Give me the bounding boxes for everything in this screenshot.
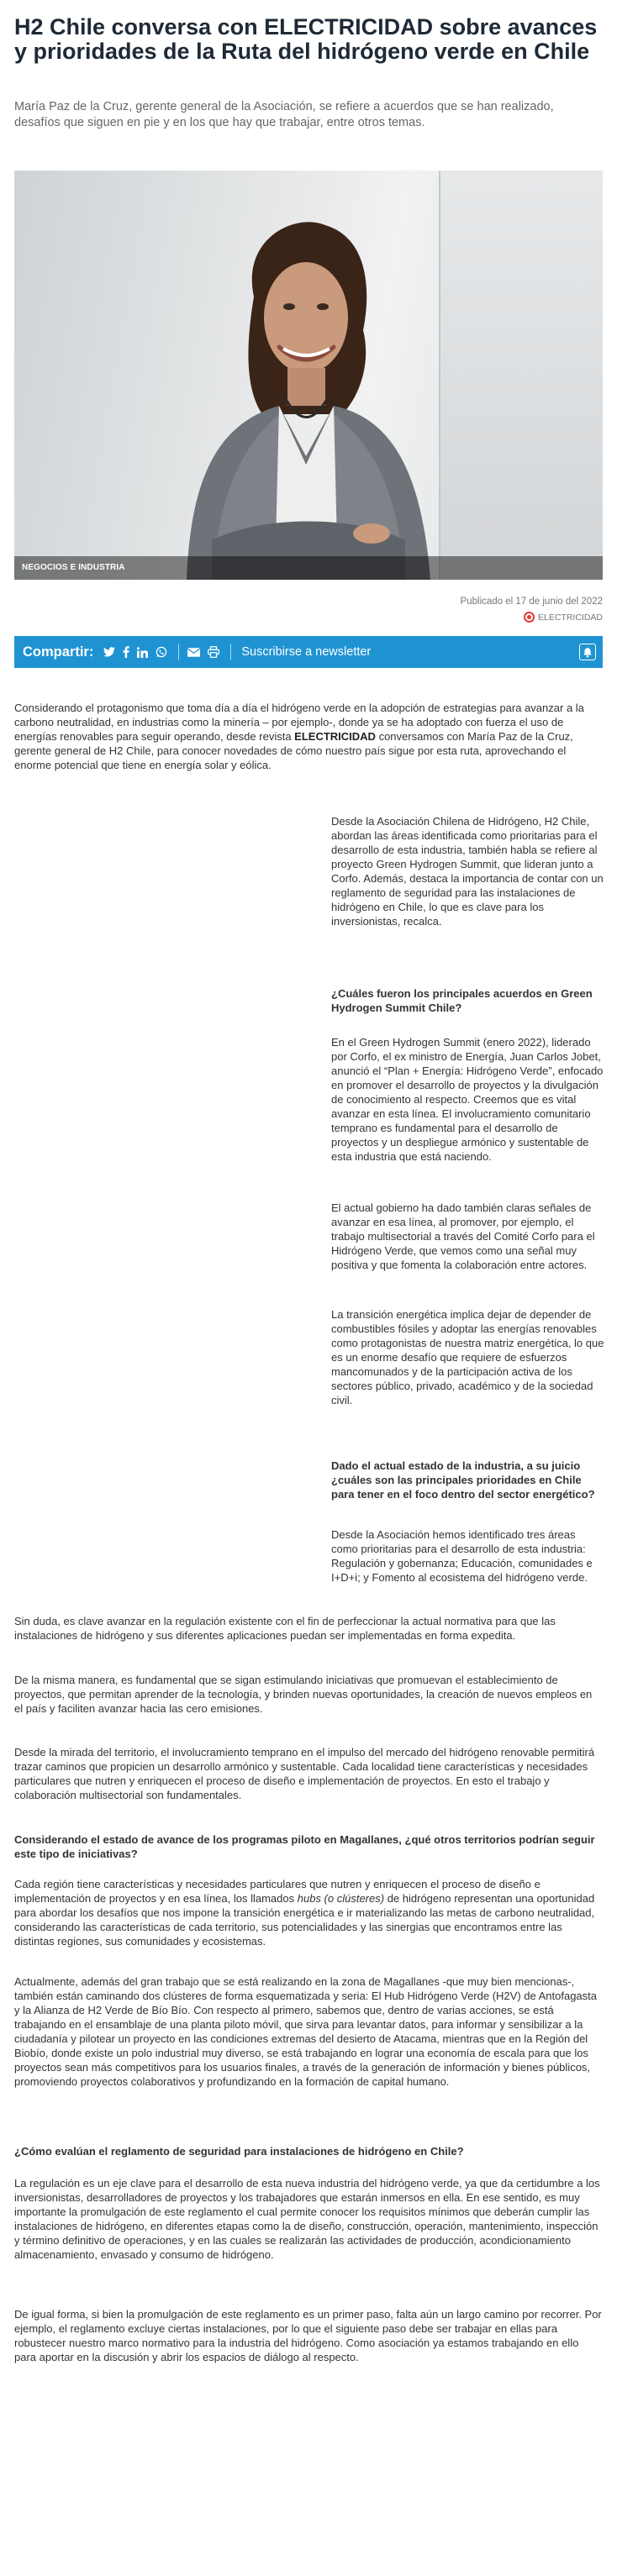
answer-4-paragraph-2: De igual forma, si bien la promulgación de este reglamento es un primer paso, falta aún un largo camino por recorrer. Por ejemplo, el reglamento excluye ciertas instalaciones, por lo que el siguiente paso debe ser trabajar en ellas para robustecer nuestro marco normativo para la industria del hidrógeno. Como asociación ya estamos trabajando en ello para aportar en la discusión y abrir los espacios de diálogo al respecto. [14,2308,602,2363]
answer-3-paragraph-1 [14,1877,603,1948]
answer-3-emphasis: hubs (o clústeres) [297,1892,385,1905]
bell-icon[interactable] [579,644,596,660]
source-brand [524,612,603,623]
twitter-icon[interactable] [103,647,115,657]
answer-2-paragraph-1: Desde la Asociación hemos identificado tres áreas como prioritarias para el desarrollo de esta industria: Regulación y gobernanza; Educación, comunidades e I+D+i; y Fomento al ecosistema del hidrógeno verde. [331,1528,593,1584]
answer-2-paragraph-4: Desde la mirada del territorio, el involucramiento temprano en el impulso del mercado del hidrógeno renovable permitirá trazar caminos que propicien un desarrollo armónico y sustentable. Cada localidad tiene características y necesidades particulares que nutren y enriquecen el proceso de diseño e implementación de proyectos. En esto el trabajo y colaboración multisectorial son fundamentales. [14,1746,595,1801]
intro-text-b: conversamos con María Paz de la Cruz, gerente general de H2 Chile, para conocer novedades de cómo nuestro país sigue por esta ruta, aprovechando el enorme potencial que tiene en energía solar y eólica. [14,730,573,771]
hero-photo [14,171,603,580]
article-title: H2 Chile conversa con ELECTRICIDAD sobre avances y prioridades de la Ruta del hidrógeno verde en Chile [14,14,598,64]
lead-paragraph: Desde la Asociación Chilena de Hidrógeno, H2 Chile, abordan las áreas identificada como prioritarias para el desarrollo de esta industria, también habla se refiere al proyecto Green Hydrogen Summit, que lideran junto a Corfo. Además, destaca la importancia de contar con un reglamento de seguridad para las instalaciones de hidrógeno en Chile, lo que es clave para los inversionistas, recalca. [331,815,604,928]
question-2: Dado el actual estado de la industria, a su juicio ¿cuáles son las principales prioridades en Chile para tener en el foco dentro del sector energético? [331,1459,595,1501]
source-logo-icon [524,612,535,623]
print-icon[interactable] [208,646,219,658]
question-3: Considerando el estado de avance de los programas piloto en Magallanes, ¿qué otros territorios podrían seguir este tipo de iniciativas? [14,1833,595,1860]
source-name: ELECTRICIDAD [537,612,603,623]
answer-2-paragraph-3: De la misma manera, es fundamental que se sigan estimulando iniciativas que promuevan el establecimiento de proyectos, que permitan aprender de la tecnología, y brinden nuevas oportunidades, la creación de nuevos empleos en el país y faciliten avanzar hacia las cero emisiones. [14,1674,593,1715]
answer-3-text-b: de hidrógeno representan una oportunidad para abordar los desafíos que nos impone la transición energética e ir materializando las metas de carbono neutralidad, considerando las características de cada territorio, sus potencialidades y las sinergias que encontramos entre las distintas regiones, sus comunidades y ecosistemas. [14,1892,595,1948]
facebook-icon[interactable] [123,646,129,658]
linkedin-icon[interactable] [137,647,148,658]
newsletter-link[interactable]: Suscribirse a newsletter [241,645,372,659]
background-wall [439,171,603,580]
whatsapp-icon[interactable] [156,646,167,658]
article-subtitle: María Paz de la Cruz, gerente general de la Asociación, se refiere a acuerdos que se han realizado, desafíos que siguen en pie y en los que hay que trabajar, entre otros temas. [14,100,554,129]
category-caption[interactable]: NEGOCIOS E INDUSTRIA [22,563,125,572]
intro-brand: ELECTRICIDAD [294,730,376,743]
answer-4-paragraph-1: La regulación es un eje clave para el desarrollo de esta nueva industria del hidrógeno verde, ya que da certidumbre a los inversionistas, desarrolladores de proyectos y los trabajadores que estarán inmersos en ella. En ese sentido, es muy importante la promulgación de este reglamento el cual permite conocer los requisitos mínimos que deberán cumplir las instalaciones de hidrógeno, en diferentes etapas como la de diseño, construcción, operación, mantenimiento, inspección y término definitivo de operaciones, y en las cuales se realizarán las actividades de producción, acondicionamiento almacenamiento, envasado y consumo de hidrógeno. [14,2177,600,2261]
email-icon[interactable] [187,648,200,657]
intro-text-a: Considerando el protagonismo que toma día a día el hidrógeno verde en la adopción de estrategias para avanzar a la carbono neutralidad, en industrias como la minería – por ejemplo-, donde ya se ha adoptado con fuerza el uso de energías renovables para seguir operando, desde revista [14,702,584,743]
answer-1-paragraph-2: El actual gobierno ha dado también claras señales de avanzar en esa línea, al promover, por ejemplo, el trabajo multisectorial a través del Comité Corfo para el Hidrógeno Verde, que vemos como una señal muy positiva y que fomenta la colaboración entre actores. [331,1201,595,1271]
portrait-illustration [161,204,439,580]
intro-paragraph [14,701,603,772]
answer-1-paragraph-1: En el Green Hydrogen Summit (enero 2022), liderado por Corfo, el ex ministro de Energía, Juan Carlos Jobet, anunció el “Plan + Energía: Hidrógeno Verde”, enfocado en promover el desarrollo de proyectos y la divulgación de conocimiento al respecto. Creemos que es vital avanzar en esta línea. El involucramiento comunitario temprano es fundamental para el desarrollo de proyectos y un despliegue armónico y sustentable de esta industria que está naciendo. [331,1036,604,1163]
answer-1-paragraph-3: La transición energética implica dejar de depender de combustibles fósiles y adoptar las energías renovables como protagonistas de nuestra matriz energética, lo que es un enorme desafío que requiere de esfuerzos mancomunados y de la participación activa de los sectores público, privado, académico y de la sociedad civil. [331,1308,604,1406]
answer-2-paragraph-2: Sin duda, es clave avanzar en la regulación existente con el fin de perfeccionar la actual normativa para que las instalaciones de hidrógeno y sus diferentes aplicaciones puedan ser implementadas en forma expedita. [14,1615,556,1642]
share-bar [14,636,603,668]
share-divider [178,644,179,660]
share-label: Compartir: [23,644,94,660]
answer-3-paragraph-2: Actualmente, además del gran trabajo que se está realizando en la zona de Magallanes -que muy bien mencionas-, también están caminando dos clústeres de forma esquematizada y seria: El Hub Hidrógeno Verde (H2V) de Antofagasta y la Alianza de H2 Verde de Bío Bío. Con respecto al primero, sabemos que, dentro de varias acciones, se está trabajando en el ensamblaje de una planta piloto móvil, que sirva para levantar datos, para informar y sensibilizar a la ciudadanía y pilotear un proyecto en las condiciones extremas del desierto de Atacama, mientras que en la Región del Biobío, donde existe un polo industrial muy diverso, se está trabajando en lograr una economía de escala para que los proyectos sean más competitivos para los usuarios finales, a través de la generación de información y bienes públicos, promoviendo proyectos colaborativos y profundizando en la formación de capital humano. [14,1975,598,2088]
publish-date: Publicado el 17 de junio del 2022 [460,597,603,607]
share-divider [230,644,231,660]
question-4: ¿Cómo evalúan el reglamento de seguridad para instalaciones de hidrógeno en Chile? [14,2145,464,2158]
answer-3-text-a: Cada región tiene características y necesidades particulares que nutren y enriquecen el proceso de diseño e implementación de proyectos y en esa línea, los llamados [14,1878,541,1905]
question-1: ¿Cuáles fueron los principales acuerdos en Green Hydrogen Summit Chile? [331,987,593,1014]
